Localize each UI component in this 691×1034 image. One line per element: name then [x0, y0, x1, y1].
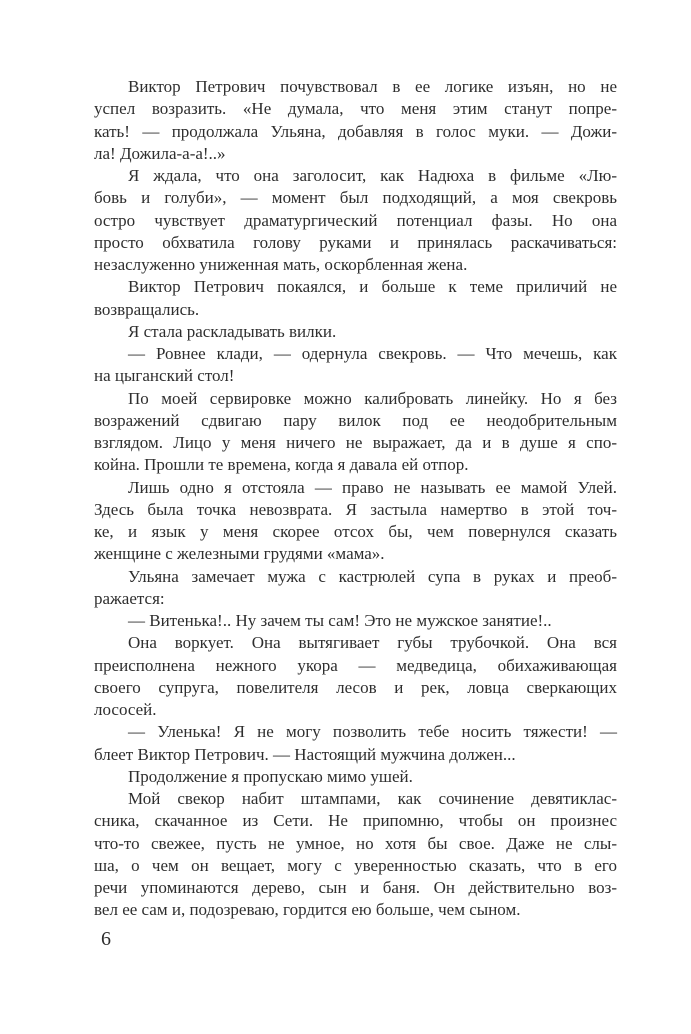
paragraph — [94, 788, 617, 922]
paragraph — [94, 388, 617, 477]
page-number: 6 — [101, 928, 111, 950]
text-line: возражений сдвигаю пару вилок под ее неодобрительным — [94, 410, 617, 430]
text-line: Я ждала, что она заголосит, как Надюха в фильме «Лю- — [128, 166, 617, 185]
paragraph — [94, 343, 617, 388]
text-line: лососей. — [94, 700, 157, 719]
text-line: сника, скачанное из Сети. Не припомню, чтобы он произнес — [94, 811, 617, 831]
text-line: ражается: — [94, 588, 165, 608]
text-line: Ульяна замечает мужа с кастрюлей супа в руках и преоб- — [128, 566, 617, 586]
paragraph — [94, 165, 617, 276]
paragraph — [94, 610, 617, 632]
text-line: Продолжение я пропускаю мимо ушей. — [128, 766, 413, 786]
text-line: Виктор Петрович покаялся, и больше к теме приличий не — [128, 277, 617, 297]
text-line: успел возразить. «Не думала, что меня этим станут попре- — [94, 99, 617, 119]
paragraph — [94, 566, 617, 611]
text-line: вел ее сам и, подозреваю, гордится ею больше, чем сыном. — [94, 900, 521, 920]
paragraph — [94, 477, 617, 566]
paragraph — [94, 321, 617, 343]
paragraph — [94, 632, 617, 721]
text-line: бовь и голуби», — момент был подходящий, а моя свекровь — [94, 188, 617, 208]
text-line: Она воркует. Она вытягивает губы трубочкой. Она вся — [128, 633, 617, 653]
text-line: остро чувствует драматургический потенциал фазы. Но она — [94, 210, 617, 230]
text-line: — Ровнее клади, — одернула свекровь. — Что мечешь, как — [128, 344, 617, 363]
paragraph — [94, 721, 617, 766]
text-line: ла! Дожила-а-а!..» — [94, 143, 226, 163]
text-line: — Витенька!.. Ну зачем ты сам! Это не мужское занятие!.. — [128, 611, 552, 630]
text-line: Здесь была точка невозврата. Я застыла намертво в этой точ- — [94, 499, 617, 519]
text-line: незаслуженно униженная мать, оскорбленная жена. — [94, 255, 468, 274]
text-line: кать! — продолжала Ульяна, добавляя в голос муки. — Дожи- — [94, 121, 617, 141]
text-line: на цыганский стол! — [94, 366, 235, 386]
text-line: женщине с железными грудями «мама». — [94, 544, 385, 564]
paragraph — [94, 766, 617, 788]
text-line: своего супруга, повелителя лесов и рек, ловца сверкающих — [94, 677, 617, 697]
text-line: Лишь одно я отстояла — право не называть ее мамой Улей. — [128, 477, 617, 497]
text-line: возвращались. — [94, 299, 200, 319]
text-line: Виктор Петрович почувствовал в ее логике изъян, но не — [128, 77, 617, 96]
paragraph — [94, 76, 617, 165]
text-line: что-то свежее, пусть не умное, но хотя бы свое. Даже не слы- — [94, 833, 617, 853]
text-line: — Уленька! Я не могу позволить тебе носить тяжести! — — [128, 722, 617, 742]
text-line: ке, и язык у меня скорее отсох бы, чем повернулся сказать — [94, 522, 617, 541]
text-line: преисполнена нежного укора — медведица, обихаживающая — [94, 655, 617, 675]
text-line: блеет Виктор Петрович. — Настоящий мужчина должен... — [94, 744, 516, 764]
page-text — [94, 76, 617, 922]
text-line: речи упоминаются дерево, сын и баня. Он действительно воз- — [94, 878, 617, 897]
text-line: По моей сервировке можно калибровать линейку. Но я без — [128, 388, 617, 408]
text-line: просто обхватила голову руками и принялась раскачиваться: — [94, 232, 617, 252]
text-line: Мой свекор набит штампами, как сочинение девятиклас- — [128, 789, 617, 808]
text-line: Я стала раскладывать вилки. — [128, 321, 337, 341]
paragraph — [94, 276, 617, 321]
text-line: взглядом. Лицо у меня ничего не выражает, да и в душе я спо- — [94, 433, 617, 452]
text-line: ша, о чем он вещает, могу с уверенностью сказать, что в его — [94, 855, 617, 875]
text-line: койна. Прошли те времена, когда я давала ей отпор. — [94, 455, 469, 475]
